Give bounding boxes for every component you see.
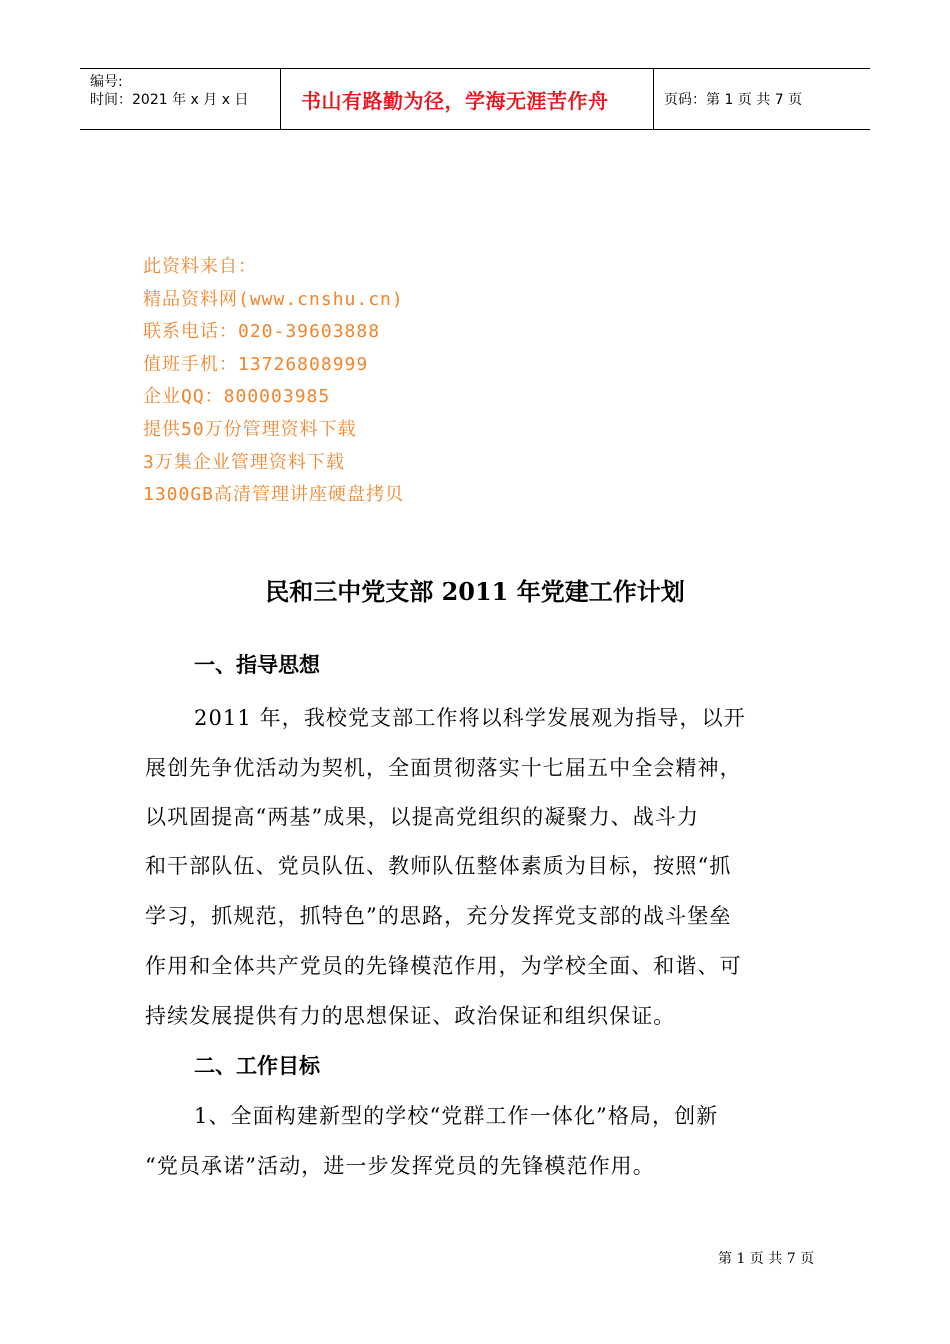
header-info-cell (80, 69, 281, 129)
document-title: 民和三中党支部 2011 年党建工作计划 (265, 577, 685, 606)
header-page-cell (654, 69, 870, 129)
source-line: 值班手机：13726808999 (143, 353, 369, 375)
document-time-label: 时间：2021 年 x 月 x 日 (90, 92, 249, 108)
paragraph-line: 以巩固提高“两基”成果，以提高党组织的凝聚力、战斗力 (145, 805, 700, 829)
source-line: 联系电话：020-39603888 (143, 321, 381, 343)
source-line: 1300GB高清管理讲座硬盘拷贝 (143, 484, 405, 506)
source-line: 3万集企业管理资料下载 (143, 451, 345, 473)
section-heading: 一、指导思想 (194, 653, 320, 677)
header-page-number: 页码：第 1 页 共 7 页 (664, 92, 803, 108)
paragraph-line: 1、全面构建新型的学校“党群工作一体化”格局，创新 (194, 1104, 719, 1128)
source-line: 提供50万份管理资料下载 (143, 418, 357, 440)
paragraph-line: 学习，抓规范，抓特色”的思路，充分发挥党支部的战斗堡垒 (145, 904, 732, 928)
source-line: 企业QQ：800003985 (143, 386, 331, 408)
footer-page-number: 第 1 页 共 7 页 (718, 1251, 815, 1267)
paragraph-line: “党员承诺”活动，进一步发挥党员的先锋模范作用。 (145, 1154, 655, 1178)
page-header (80, 68, 870, 130)
paragraph-line: 作用和全体共产党员的先锋模范作用，为学校全面、和谐、可 (145, 954, 742, 978)
paragraph-line: 展创先争优活动为契机，全面贯彻落实十七届五中全会精神， (145, 756, 742, 780)
paragraph-line: 和干部队伍、党员队伍、教师队伍整体素质为目标，按照“抓 (145, 854, 732, 878)
source-info-block (143, 251, 404, 512)
paragraph-line: 持续发展提供有力的思想保证、政治保证和组织保证。 (145, 1004, 676, 1028)
source-line: 此资料来自： (143, 256, 257, 277)
document-number-label: 编号: (90, 74, 123, 90)
header-motto-cell (281, 69, 654, 129)
header-motto: 书山有路勤为径，学海无涯苦作舟 (301, 88, 609, 113)
source-line: 精品资料网(www.cnshu.cn) (143, 288, 404, 310)
paragraph-line: 2011 年，我校党支部工作将以科学发展观为指导，以开 (194, 706, 746, 730)
section-heading: 二、工作目标 (194, 1054, 320, 1078)
